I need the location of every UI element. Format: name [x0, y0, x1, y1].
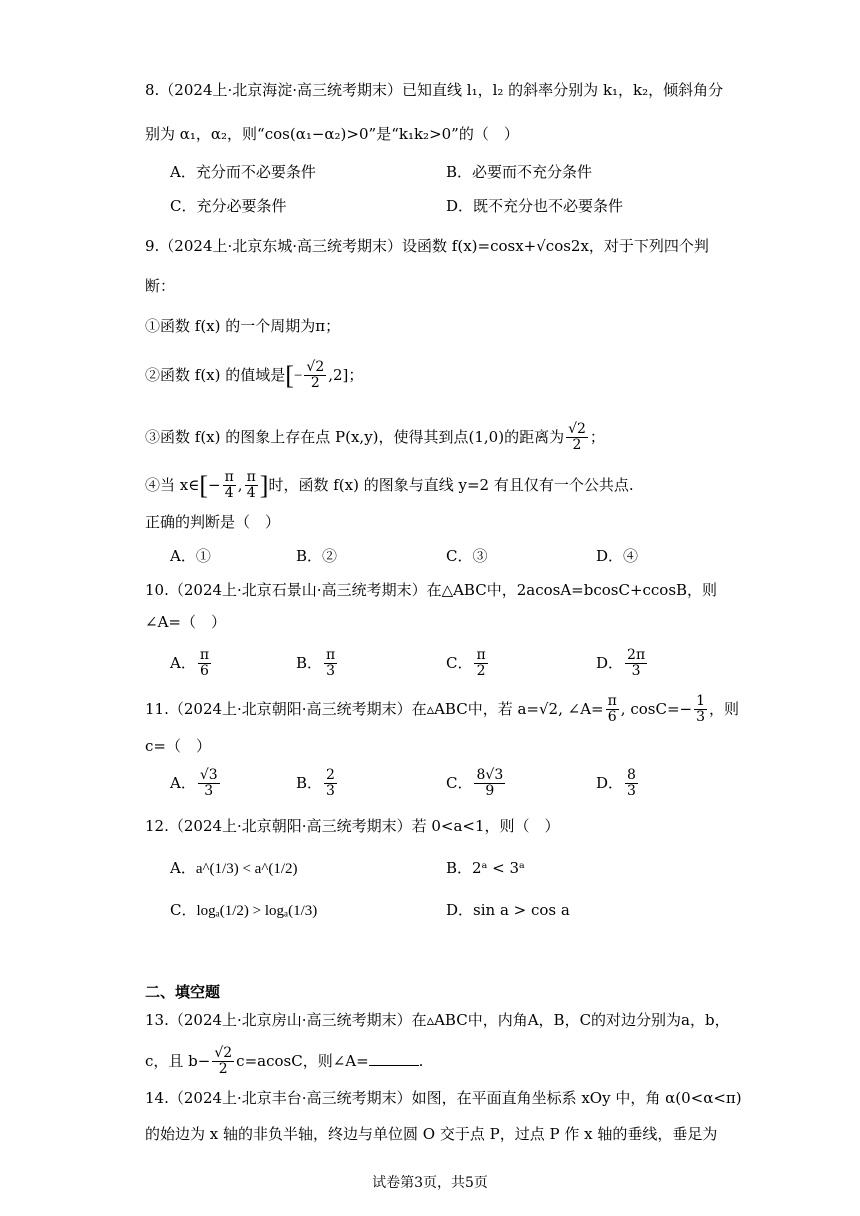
- q9-option-c: C．③: [446, 547, 488, 565]
- q9-option-b: B．②: [296, 547, 338, 565]
- q13-answer-blank[interactable]: [369, 1051, 419, 1066]
- q8-line1: 8.（2024上·北京海淀·高三统考期末）已知直线 l₁，l₂ 的斜率分别为 k₁，k₂，倾斜角分: [145, 81, 724, 99]
- q11-option-c: C． $\frac{8√3}{9}$: [446, 767, 504, 800]
- q10-option-a: A． $\frac{\pi}{6}$: [170, 647, 210, 680]
- q10-option-d: D． $\frac{2\pi}{3}$: [596, 647, 646, 680]
- page-footer: 试卷第3页，共5页: [372, 1175, 488, 1191]
- q9-s4-fraction-left: $\frac{\pi}{4}$: [224, 469, 234, 502]
- q11-line1: 11.（2024上·北京朝阳·高三统考期末）在▵ABC中，若 a=√2, ∠A= $\frac{\pi}{6}$ , cosC=− $\frac{1}{3}$ ，则: [145, 693, 740, 726]
- q13-line2: c，且 b− $\frac{√2}{2}$ c=acosC，则∠A= .: [145, 1045, 424, 1078]
- q10-line1: 10.（2024上·北京石景山·高三统考期末）在△ABC中，2acosA=bcosC+ccosB，则: [145, 581, 718, 599]
- q8-option-d: D．既不充分也不必要条件: [446, 197, 624, 215]
- q11-option-b: B． $\frac{2}{3}$: [296, 767, 335, 800]
- q9-line2: 断：: [145, 277, 176, 295]
- q14-line2: 的始边为 x 轴的非负半轴，终边与单位圆 O 交于点 P，过点 P 作 x 轴的垂线，垂足为: [145, 1125, 718, 1143]
- q11-option-a: A． $\frac{√3}{3}$: [170, 767, 218, 800]
- q9-s2-post: ,2]；: [328, 365, 364, 384]
- q12-option-c: C．logₐ(1/2) > logₐ(1/3): [170, 901, 318, 919]
- q11-line2: c=（ ）: [145, 737, 211, 755]
- q10-option-b: B． $\frac{\pi}{3}$: [296, 647, 336, 680]
- q9-option-d: D．④: [596, 547, 639, 565]
- q10-line2: ∠A=（ ）: [145, 613, 226, 631]
- q12-option-a: A．a^(1/3) < a^(1/2): [170, 859, 298, 877]
- q13-line1: 13.（2024上·北京房山·高三统考期末）在▵ABC中，内角A，B，C的对边分别为a，b，: [145, 1011, 730, 1029]
- q9-s3-pre: ③函数 f(x) 的图象上存在点 P(x,y)，使得其到点(1,0)的距离为: [145, 427, 565, 446]
- q14-line1: 14.（2024上·北京丰台·高三统考期末）如图，在平面直角坐标系 xOy 中，角 α(0<α<π): [145, 1089, 742, 1107]
- q9-statement-4: ④当 x∈[− $\frac{\pi}{4}$ , $\frac{\pi}{4}$ ]时，函数 f(x) 的图象与直线 y=2 有且仅有一个公共点.: [145, 469, 634, 502]
- q9-statement-2: ②函数 f(x) 的值域是[− $\frac{√2}{2}$ ,2]；: [145, 359, 364, 392]
- q8-option-a: A．充分而不必要条件: [170, 163, 316, 181]
- section-heading-fill-in: 二、填空题: [145, 983, 221, 1001]
- q9-s4-fraction-right: $\frac{\pi}{4}$: [246, 469, 256, 502]
- q9-line1: 9.（2024上·北京东城·高三统考期末）设函数 f(x)=cosx+√cos2x，对于下列四个判: [145, 237, 709, 255]
- q9-s2-fraction: $\frac{√2}{2}$: [306, 359, 325, 392]
- q9-s4-pre: ④当 x∈: [145, 475, 200, 494]
- q12-option-b: B．2ᵃ < 3ᵃ: [446, 859, 525, 877]
- q8-option-c: C．充分必要条件: [170, 197, 287, 215]
- q12-option-d: D．sin a > cos a: [446, 901, 570, 919]
- q9-s3-post: ；: [589, 427, 605, 446]
- q9-statement-3: [145, 422, 605, 454]
- q11-option-d: D． $\frac{8}{3}$: [596, 767, 636, 800]
- q9-statement-1: ①函数 f(x) 的一个周期为π；: [145, 317, 341, 335]
- q10-option-c: C． $\frac{\pi}{2}$: [446, 647, 486, 680]
- q8-option-b: B．必要而不充分条件: [446, 163, 593, 181]
- q8-line2: 别为 α₁，α₂，则“cos(α₁−α₂)>0”是“k₁k₂>0”的（ ）: [145, 125, 519, 143]
- q9-option-a: A．①: [170, 547, 211, 565]
- q12-line1: 12.（2024上·北京朝阳·高三统考期末）若 0<a<1，则（ ）: [145, 817, 560, 835]
- q9-s4-post: 时，函数 f(x) 的图象与直线 y=2 有且仅有一个公共点.: [268, 475, 634, 494]
- q9-s2-pre: ②函数 f(x) 的值域是: [145, 365, 286, 384]
- q9-s3-fraction: $\frac{√2}{2}$: [568, 421, 586, 454]
- q9-question: 正确的判断是（ ）: [145, 513, 281, 531]
